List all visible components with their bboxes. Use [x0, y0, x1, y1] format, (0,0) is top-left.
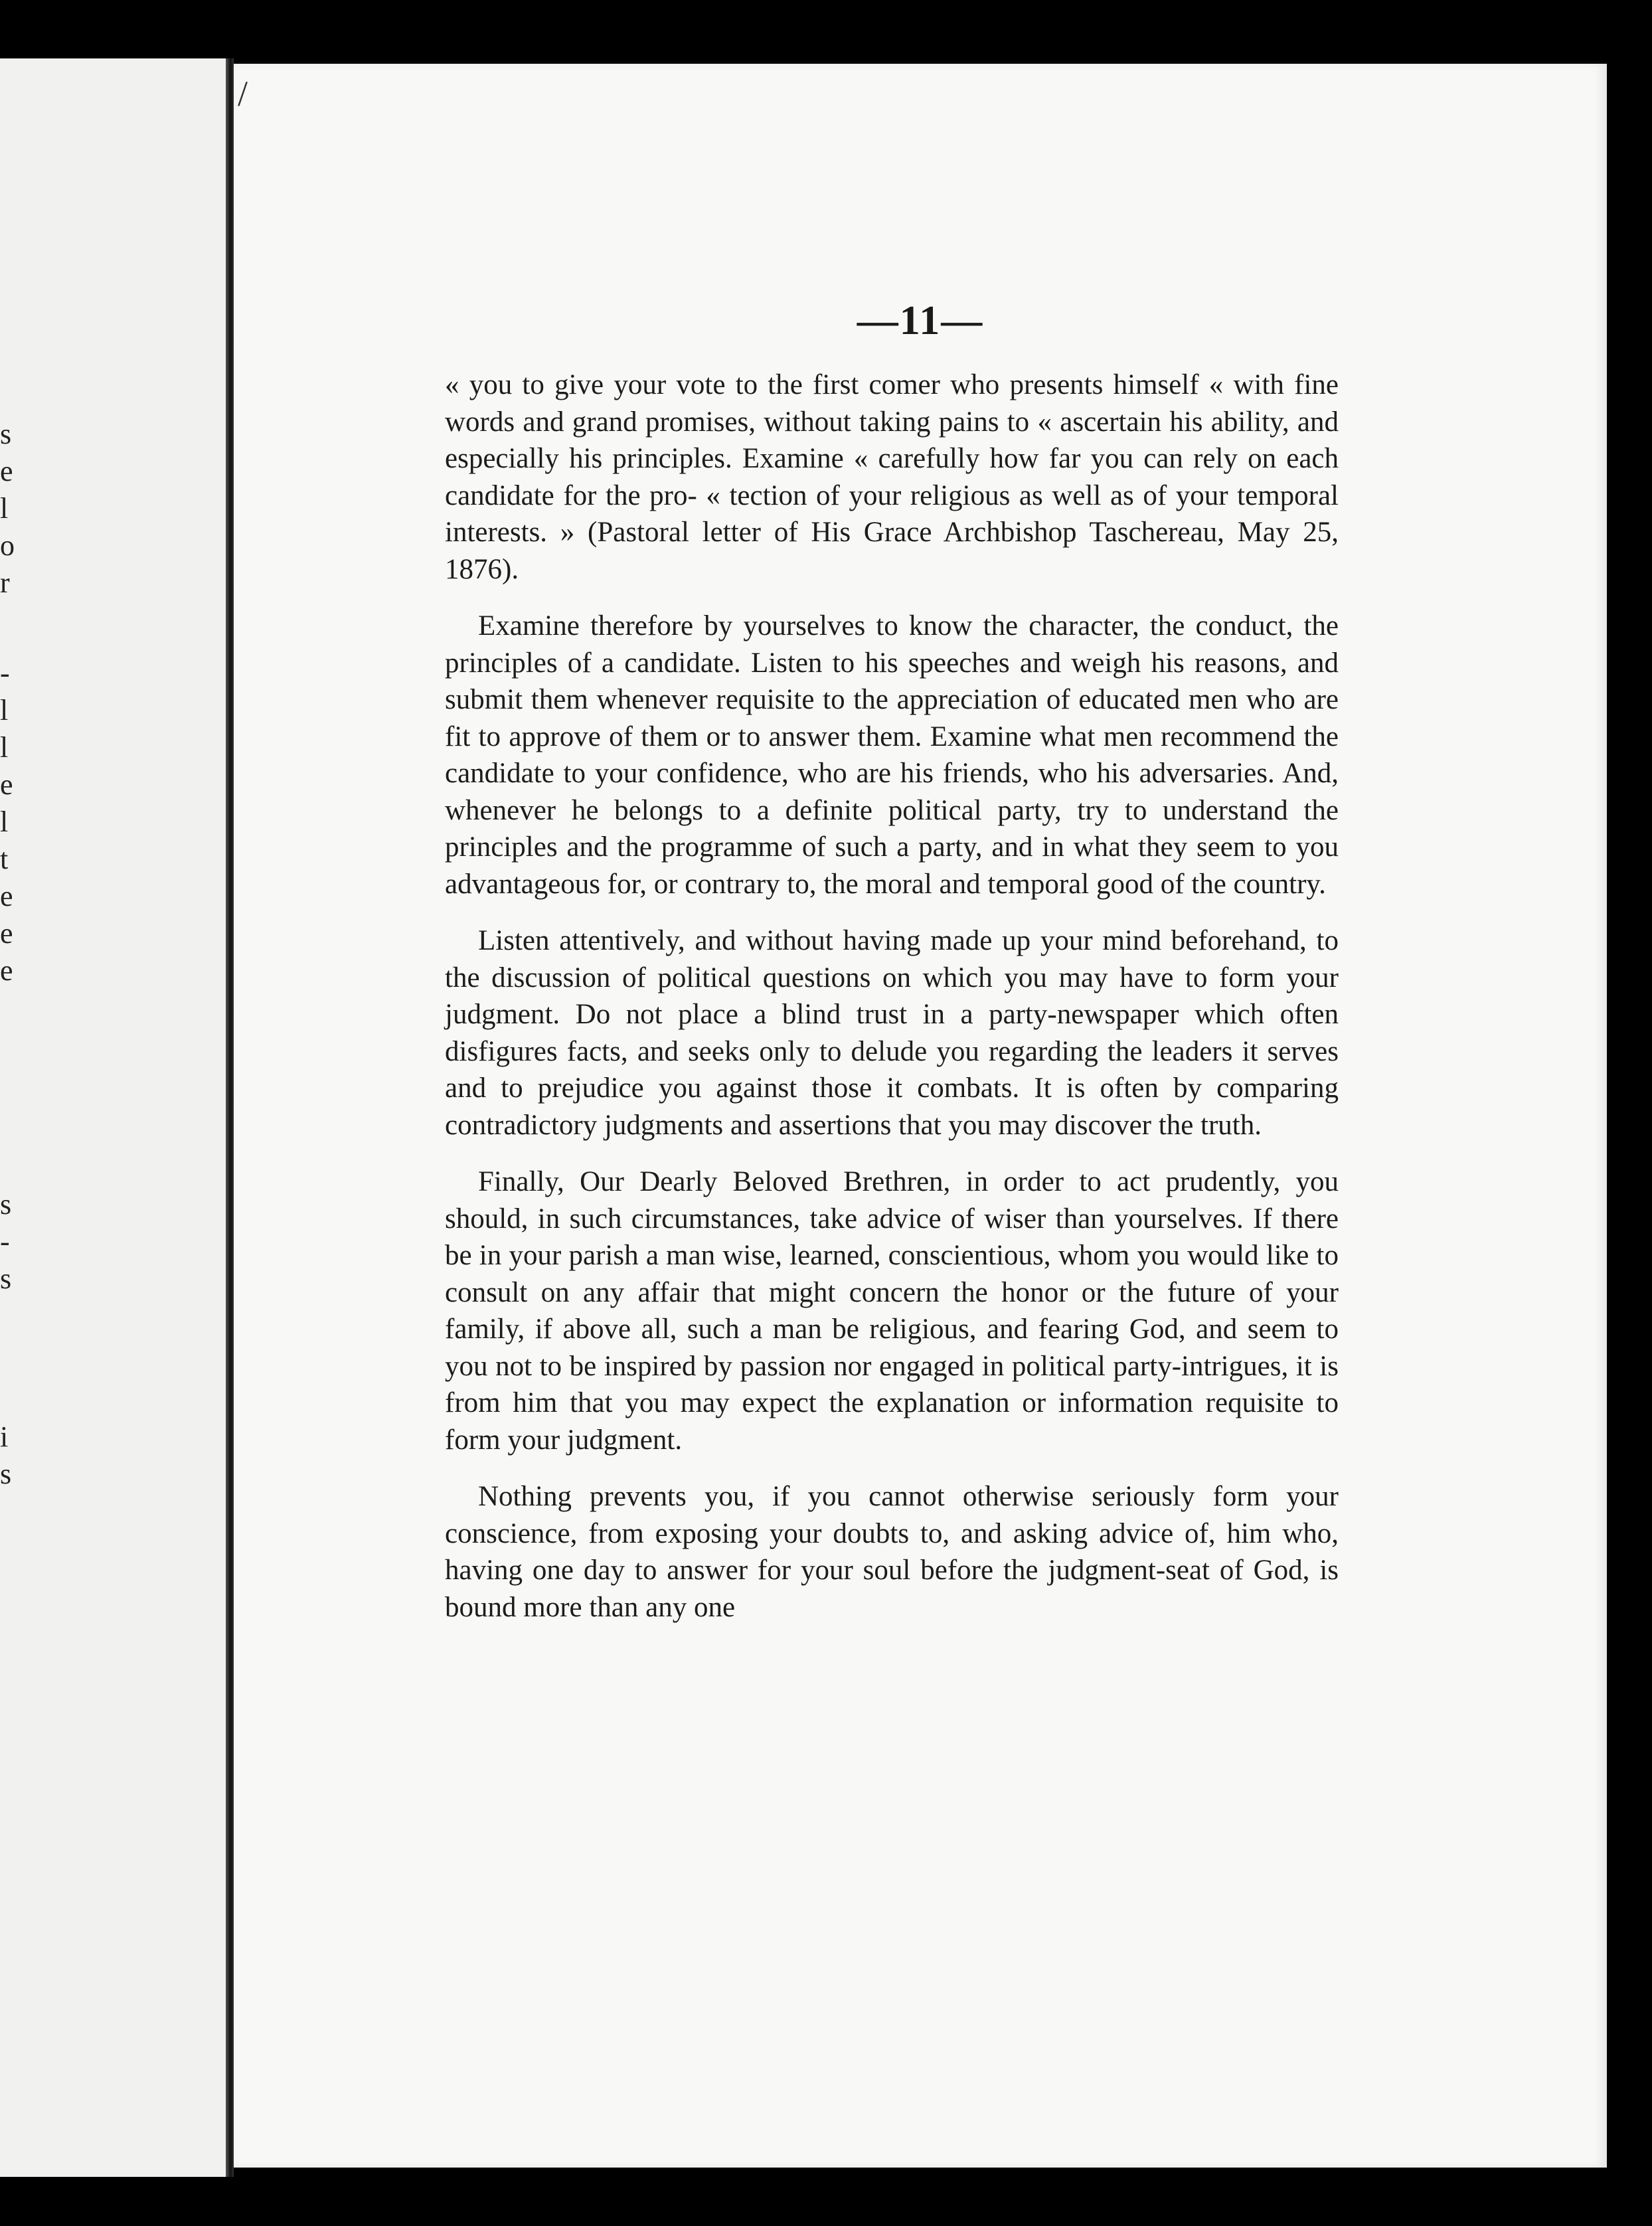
- page-corner-fold: /: [238, 74, 248, 114]
- edge-char: e: [0, 880, 13, 912]
- facing-page-edge: [0, 58, 234, 2177]
- facing-page-cut-off-text: [0, 58, 234, 2177]
- paragraph-finally: Finally, Our Dearly Beloved Brethren, in order to act prudently, you should, in such circumstances, take advice of wiser than yourselves. If there be in your parish a man wise, learned, conscientious, whom you would like to consult on any affair that might concern the honor or the future of your family, if above all, such a man be religious, and fearing God, and seem to you not to be inspired by passion nor engaged in political party-intrigues, it is from him that you may expect the explanation or information requisite to form your judgment.: [445, 1166, 1339, 1456]
- edge-char: e: [0, 768, 13, 801]
- edge-char: e: [0, 455, 13, 487]
- paragraph-examine: Examine therefore by yourselves to know the character, the conduct, the principles of a candidate. Listen to his speeches and weigh his reasons, and submit them whenever requisite to the appreciation of educated men who are fit to approve of them or to answer them. Examine what men recommend the candidate to your confidence, who are his friends, who his adversaries. And, whenever he belongs to a definite political party, try to understand the principles and the programme of such a party, and in what they seem to you advantageous for, or contrary to, the moral and temporal good of the country.: [445, 610, 1339, 900]
- book-gutter: [226, 58, 234, 2177]
- edge-char: t: [0, 843, 9, 875]
- edge-char: -: [0, 657, 10, 689]
- edge-char: e: [0, 917, 13, 950]
- edge-char: l: [0, 806, 9, 838]
- edge-char: l: [0, 694, 9, 727]
- edge-char: s: [0, 1458, 12, 1490]
- edge-char: i: [0, 1420, 9, 1453]
- document-page: [234, 64, 1607, 2168]
- page-number: —11—: [857, 298, 984, 343]
- edge-char: e: [0, 954, 13, 987]
- paragraph-nothing-prevents: Nothing prevents you, if you cannot otherwise seriously form your conscience, from exposing your doubts to, and asking advice of, him who, having one day to answer for your soul before the judgment-seat of God, is bound more than any one: [445, 1481, 1339, 1623]
- edge-char: o: [0, 529, 15, 562]
- edge-char: r: [0, 566, 10, 599]
- body-text: [445, 367, 1339, 1626]
- edge-char: l: [0, 731, 9, 764]
- edge-char: s: [0, 1188, 12, 1221]
- edge-char: -: [0, 1225, 10, 1258]
- edge-char: s: [0, 1262, 12, 1295]
- edge-char: l: [0, 492, 9, 525]
- paragraph-quotation: « you to give your vote to the first comer who presents himself « with fine words and grand promises, without taking pains to « ascertain his ability, and especially his principles. Examine « carefully how far you can rely on each candidate for the pro- « tection of your religious as well as of your temporal interests. » (Pastoral letter of His Grace Archbishop Taschereau, May 25, 1876).: [445, 369, 1339, 585]
- paragraph-listen: Listen attentively, and without having made up your mind beforehand, to the discussion of political questions on which you may have to form your judgment. Do not place a blind trust in a party-newspaper which often disfigures facts, and seeks only to delude you regarding the leaders it serves and to prejudice you against those it combats. It is often by comparing contradictory judgments and assertions that you may discover the truth.: [445, 925, 1339, 1141]
- edge-char: s: [0, 418, 12, 450]
